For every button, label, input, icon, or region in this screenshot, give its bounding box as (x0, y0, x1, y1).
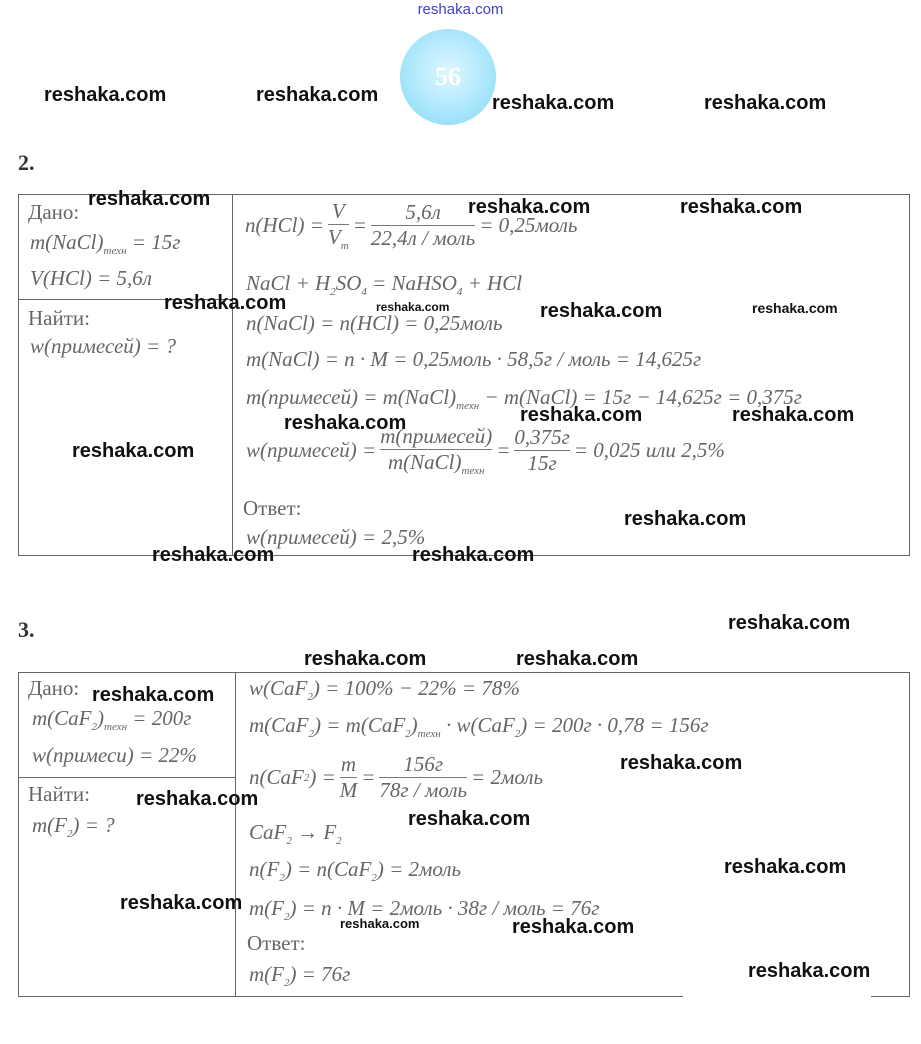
watermark: reshaka.com (136, 788, 259, 810)
watermark: reshaka.com (256, 84, 379, 106)
watermark: reshaka.com (748, 960, 871, 982)
task-2-given-label: Дано: (28, 200, 80, 224)
task-2-given-1: $m(NaCl)_{техн} = 15г$ (30, 230, 181, 258)
watermark: reshaka.com (512, 916, 635, 938)
watermark: reshaka.com (624, 508, 747, 530)
task-3-given-label: Дано: (28, 676, 80, 700)
watermark: reshaka.com (728, 612, 851, 634)
task-2-find-1: w(примесей) = ? (30, 334, 176, 358)
watermark: reshaka.com (120, 892, 243, 914)
task-3-given-divider (18, 777, 236, 778)
watermark: reshaka.com (468, 196, 591, 218)
watermark: reshaka.com (620, 752, 743, 774)
watermark: reshaka.com (340, 916, 420, 931)
watermark: reshaka.com (284, 412, 407, 434)
watermark: reshaka.com (92, 684, 215, 706)
watermark: reshaka.com (72, 440, 195, 462)
task-3-find-1: $m(F_2)$ = ? (32, 813, 115, 841)
task-2-step-4: m(NaCl) = n · M = 0,25моль · 58,5г / моль = 14,625г (246, 347, 702, 371)
task-2-find-label: Найти: (28, 306, 90, 330)
task-2-step-2: NaCl + $H_2SO_4$ = NaHSO$_4$ + HCl (246, 271, 523, 299)
page-number-badge (400, 29, 496, 125)
watermark: reshaka.com (520, 404, 643, 426)
watermark: reshaka.com (680, 196, 803, 218)
task-3-answer: $m(F_2) = 76г$ (249, 962, 351, 990)
task-3-given-1: $m(CaF_2)_{техн} = 200г$ (32, 706, 192, 734)
task-2-answer-label: Ответ: (243, 496, 302, 520)
watermark: reshaka.com (704, 92, 827, 114)
task-2-given-2: V(HCl) = 5,6л (30, 266, 152, 290)
watermark: reshaka.com (88, 188, 211, 210)
task-2-step-1: n(HCl) = $\frac{V}{V_m}$ = $\frac{5,6л}{\text{22,4л / моль}}$ = 0,25моль (245, 199, 578, 253)
task-2-divider (232, 194, 233, 555)
task-3-step-4: $CaF_2 \to F_2$ (249, 820, 342, 848)
watermark: reshaka.com (732, 404, 855, 426)
task-2-number: 2. (18, 150, 35, 175)
page-number: 56 (435, 62, 461, 91)
task-3-step-2: $m(CaF_2) = m(CaF_2)_{техн} \cdot w(CaF_2) = 200г \cdot 0,78 = 156г$ (249, 713, 709, 741)
task-3-step-3: n(CaF 2 ) = $\frac{m}{M}$ = $\frac{156г}{\text{78г / моль}}$ = 2моль (249, 752, 544, 802)
watermark: reshaka.com (164, 292, 287, 314)
watermark: reshaka.com (540, 300, 663, 322)
task-3-number: 3. (18, 617, 35, 642)
task-3-given-2: w(примеси) = 22% (32, 743, 197, 767)
watermark: reshaka.com (44, 84, 167, 106)
watermark: reshaka.com (152, 544, 275, 566)
watermark: reshaka.com (492, 92, 615, 114)
task-3-find-label: Найти: (28, 782, 90, 806)
task-3-step-5: $n(F_2) = n(CaF_2)$ = 2моль (249, 857, 462, 885)
task-3-divider (235, 672, 236, 996)
task-2-step-5: m(примесей) = $m(NaCl)_{техн}$ − m(NaCl) = 15г − 14,625г = 0,375г (246, 385, 802, 413)
task-2-step-3: n(NaCl) = n(HCl) = 0,25моль (246, 311, 503, 335)
watermark: reshaka.com (412, 544, 535, 566)
task-3-step-1: w(CaF$_2$) = 100% − 22% = 78% (249, 676, 520, 704)
site-link[interactable]: reshaka.com (417, 1, 504, 18)
border-gap (683, 990, 871, 1002)
watermark: reshaka.com (752, 300, 838, 316)
watermark: reshaka.com (304, 648, 427, 670)
watermark: reshaka.com (724, 856, 847, 878)
watermark: reshaka.com (376, 300, 450, 314)
task-3-answer-label: Ответ: (247, 931, 306, 955)
task-3-step-6: $m(F_2) = n \cdot M$ = 2моль · 38г / моль = 76г (249, 896, 600, 924)
watermark: reshaka.com (408, 808, 531, 830)
task-2-answer: w(примесей) = 2,5% (246, 525, 426, 549)
watermark: reshaka.com (516, 648, 639, 670)
task-2-step-6: w(примесей) = $\frac{\text{m(примесей)}}{m(NaCl)_{техн}}$ = $\frac{0,375г}{15г}$ = 0,025 или 2,5% (246, 424, 725, 478)
